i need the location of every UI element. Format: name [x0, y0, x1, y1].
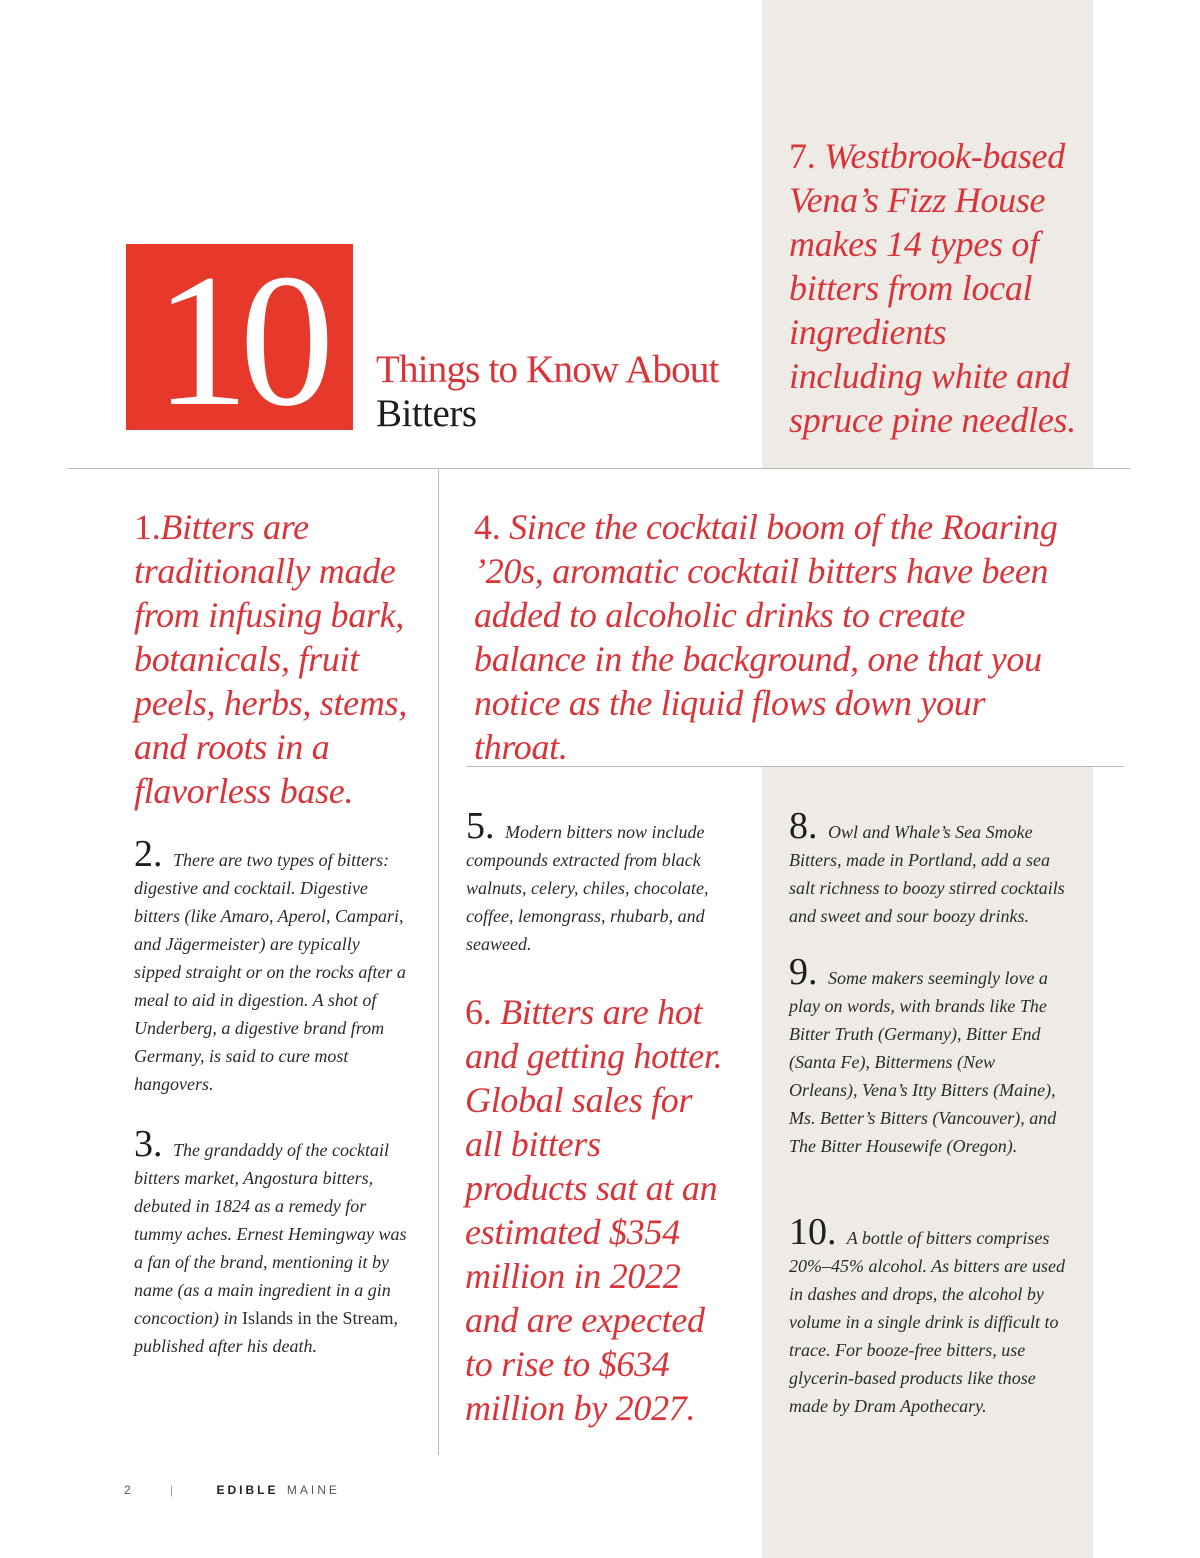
fact-9-text: Some makers seemingly love a play on words, with brands like The Bitter Truth (Germany), Bitter End (Santa Fe), Bittermens (New Orleans), Vena’s Itty Bitters (Maine), Ms. Better’s Bitters (Vancouver), and The Bitter Housewife (Oregon).	[789, 968, 1057, 1156]
header-divider	[68, 468, 1130, 469]
fact-5-number: 5.	[466, 805, 495, 847]
fact-10-number: 10.	[789, 1211, 837, 1253]
fact-9	[789, 951, 1059, 1160]
fact-3-number: 3.	[134, 1123, 163, 1165]
fact-5-text: Modern bitters now include compounds extracted from black walnuts, celery, chiles, chocolate, coffee, lemongrass, rhubarb, and seaweed.	[466, 822, 709, 954]
fact-5	[466, 805, 728, 958]
fact-1	[134, 505, 414, 813]
fact-8-number: 8.	[789, 805, 818, 847]
fact-7-number: 7.	[789, 136, 816, 176]
fact-6	[465, 990, 727, 1430]
footer-separator: |	[170, 1483, 177, 1497]
page-title	[376, 348, 756, 436]
fact-8-text: Owl and Whale’s Sea Smoke Bitters, made in Portland, add a sea salt richness to boozy stirred cocktails and sweet and sour boozy drinks.	[789, 822, 1065, 926]
fact-10	[789, 1211, 1074, 1420]
column-divider	[438, 469, 439, 1455]
fact-1-text: Bitters are traditionally made from infusing bark, botanicals, fruit peels, herbs, stems, and roots in a flavorless base.	[134, 507, 407, 811]
fact-3	[134, 1123, 412, 1360]
fact-9-number: 9.	[789, 951, 818, 993]
fact-2	[134, 833, 409, 1098]
fact-3-text-b: published after his death.	[134, 1336, 317, 1356]
fact-6-text: Bitters are hot and getting hotter. Global sales for all bitters products sat at an estimated $354 million in 2022 and are expected to rise to $634 million by 2027.	[465, 992, 723, 1428]
footer	[124, 1483, 340, 1497]
number-box	[126, 244, 353, 430]
footer-brand-light: MAINE	[286, 1483, 340, 1497]
fact-4-number: 4.	[474, 507, 501, 547]
fact-10-text: A bottle of bitters comprises 20%–45% alcohol. As bitters are used in dashes and drops, the alcohol by volume in a single drink is difficult to trace. For booze-free bitters, use glycerin-based products like those made by Dram Apothecary.	[789, 1228, 1065, 1416]
title-line-2: Bitters	[376, 392, 477, 435]
fact-7-text: Westbrook-based Vena’s Fizz House makes 14 types of bitters from local ingredients including white and spruce pine needles.	[789, 136, 1076, 440]
fact-6-number: 6.	[465, 992, 492, 1032]
title-line-1: Things to Know About	[376, 348, 719, 391]
fact-8	[789, 805, 1079, 930]
fact-4	[474, 505, 1074, 769]
page-number: 2	[124, 1483, 134, 1497]
fact-1-number: 1.	[134, 507, 161, 547]
fact-2-text: There are two types of bitters: digestive and cocktail. Digestive bitters (like Amaro, Aperol, Campari, and Jägermeister) are typically sipped straight or on the rocks after a meal to aid in digestion. A shot of Underberg, a digestive brand from Germany, is said to cure most hangovers.	[134, 850, 406, 1094]
footer-brand-bold: EDIBLE	[216, 1483, 279, 1497]
big-number: 10	[154, 244, 325, 430]
fact-4-text: Since the cocktail boom of the Roaring ’20s, aromatic cocktail bitters have been added to alcoholic drinks to create balance in the background, one that you notice as the liquid flows down your throat.	[474, 507, 1058, 767]
fact-2-number: 2.	[134, 833, 163, 875]
fact-3-book-title: Islands in the Stream,	[241, 1308, 398, 1328]
fact-3-text-a: The grandaddy of the cocktail bitters market, Angostura bitters, debuted in 1824 as a remedy for tummy aches. Ernest Hemingway was a fan of the brand, mentioning it by name (as a main ingredient in a gin concoction) in	[134, 1140, 407, 1328]
fact-7	[789, 134, 1079, 442]
